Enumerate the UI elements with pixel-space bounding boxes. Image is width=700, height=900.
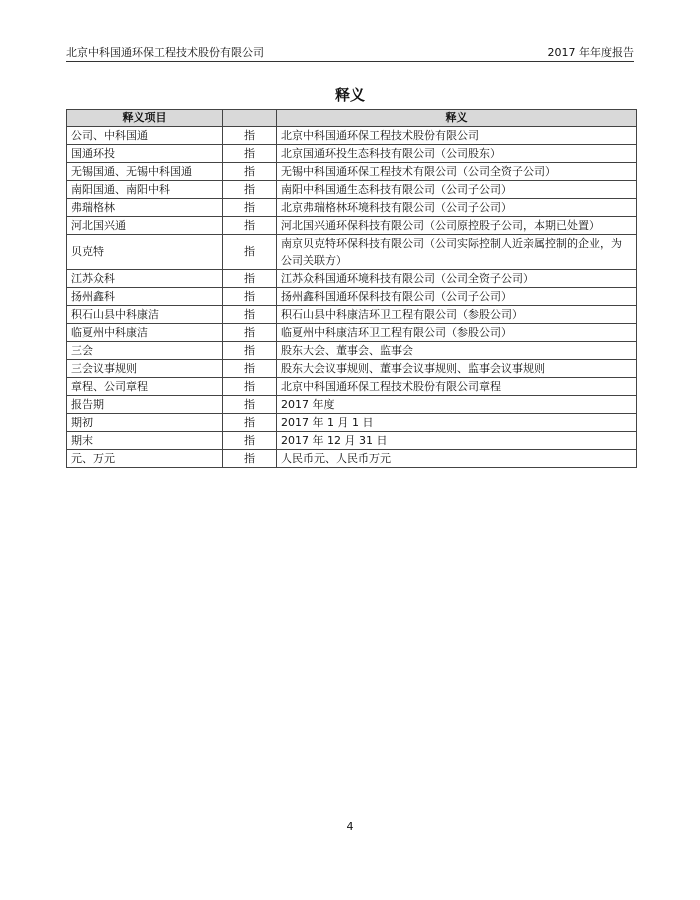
table-row (67, 235, 637, 270)
table-row (67, 127, 637, 145)
term-cell: 江苏众科 (67, 270, 223, 288)
table-row (67, 450, 637, 468)
table-row (67, 396, 637, 414)
term-cell: 元、万元 (67, 450, 223, 468)
term-cell: 临夏州中科康洁 (67, 324, 223, 342)
zhi-cell: 指 (223, 127, 277, 145)
table-row (67, 432, 637, 450)
zhi-cell: 指 (223, 396, 277, 414)
table-body (67, 127, 637, 468)
column-header-term: 释义项目 (67, 110, 223, 127)
table-row (67, 163, 637, 181)
table-header-row (67, 110, 637, 127)
definition-cell: 积石山县中科康洁环卫工程有限公司（参股公司） (277, 306, 637, 324)
zhi-cell: 指 (223, 342, 277, 360)
zhi-cell: 指 (223, 432, 277, 450)
term-cell: 章程、公司章程 (67, 378, 223, 396)
definition-cell: 南阳中科国通生态科技有限公司（公司子公司） (277, 181, 637, 199)
table-row (67, 414, 637, 432)
term-cell: 三会议事规则 (67, 360, 223, 378)
table-row (67, 378, 637, 396)
zhi-cell: 指 (223, 324, 277, 342)
term-cell: 弗瑞格林 (67, 199, 223, 217)
term-cell: 扬州鑫科 (67, 288, 223, 306)
definition-cell: 2017 年 12 月 31 日 (277, 432, 637, 450)
definitions-table (66, 109, 637, 468)
term-cell: 期末 (67, 432, 223, 450)
zhi-cell: 指 (223, 145, 277, 163)
definition-cell: 河北国兴通环保科技有限公司（公司原控股子公司，本期已处置） (277, 217, 637, 235)
zhi-cell: 指 (223, 235, 277, 270)
definition-cell: 人民币元、人民币万元 (277, 450, 637, 468)
term-cell: 国通环投 (67, 145, 223, 163)
table-row (67, 360, 637, 378)
zhi-cell: 指 (223, 450, 277, 468)
definition-cell: 北京中科国通环保工程技术股份有限公司章程 (277, 378, 637, 396)
table-row (67, 324, 637, 342)
definition-cell: 2017 年 1 月 1 日 (277, 414, 637, 432)
column-header-blank (223, 110, 277, 127)
definition-cell: 股东大会、董事会、监事会 (277, 342, 637, 360)
table-row (67, 199, 637, 217)
definition-cell: 股东大会议事规则、董事会议事规则、监事会议事规则 (277, 360, 637, 378)
table-row (67, 306, 637, 324)
definition-cell: 扬州鑫科国通环保科技有限公司（公司子公司） (277, 288, 637, 306)
definition-cell: 2017 年度 (277, 396, 637, 414)
term-cell: 三会 (67, 342, 223, 360)
header-divider (66, 61, 634, 62)
term-cell: 南阳国通、南阳中科 (67, 181, 223, 199)
zhi-cell: 指 (223, 378, 277, 396)
definition-cell: 无锡中科国通环保工程技术有限公司（公司全资子公司） (277, 163, 637, 181)
term-cell: 报告期 (67, 396, 223, 414)
term-cell: 河北国兴通 (67, 217, 223, 235)
table-row (67, 288, 637, 306)
zhi-cell: 指 (223, 217, 277, 235)
term-cell: 贝克特 (67, 235, 223, 270)
table-row (67, 217, 637, 235)
page-header (66, 44, 634, 60)
zhi-cell: 指 (223, 163, 277, 181)
zhi-cell: 指 (223, 288, 277, 306)
zhi-cell: 指 (223, 306, 277, 324)
zhi-cell: 指 (223, 360, 277, 378)
table-row (67, 181, 637, 199)
table-row (67, 342, 637, 360)
definition-cell: 临夏州中科康洁环卫工程有限公司（参股公司） (277, 324, 637, 342)
table-row (67, 145, 637, 163)
zhi-cell: 指 (223, 414, 277, 432)
zhi-cell: 指 (223, 270, 277, 288)
page-number: 4 (346, 820, 354, 833)
table-row (67, 270, 637, 288)
definition-cell: 北京中科国通环保工程技术股份有限公司 (277, 127, 637, 145)
header-report-name: 2017 年年度报告 (547, 46, 634, 59)
term-cell: 公司、中科国通 (67, 127, 223, 145)
zhi-cell: 指 (223, 199, 277, 217)
definition-cell: 北京国通环投生态科技有限公司（公司股东） (277, 145, 637, 163)
page-title: 释义 (334, 86, 365, 104)
definition-cell: 南京贝克特环保科技有限公司（公司实际控制人近亲属控制的企业，为公司关联方） (277, 235, 637, 270)
zhi-cell: 指 (223, 181, 277, 199)
header-company-name: 北京中科国通环保工程技术股份有限公司 (66, 46, 264, 59)
definition-cell: 北京弗瑞格林环境科技有限公司（公司子公司） (277, 199, 637, 217)
term-cell: 无锡国通、无锡中科国通 (67, 163, 223, 181)
term-cell: 积石山县中科康洁 (67, 306, 223, 324)
term-cell: 期初 (67, 414, 223, 432)
column-header-definition: 释义 (277, 110, 637, 127)
definition-cell: 江苏众科国通环境科技有限公司（公司全资子公司） (277, 270, 637, 288)
